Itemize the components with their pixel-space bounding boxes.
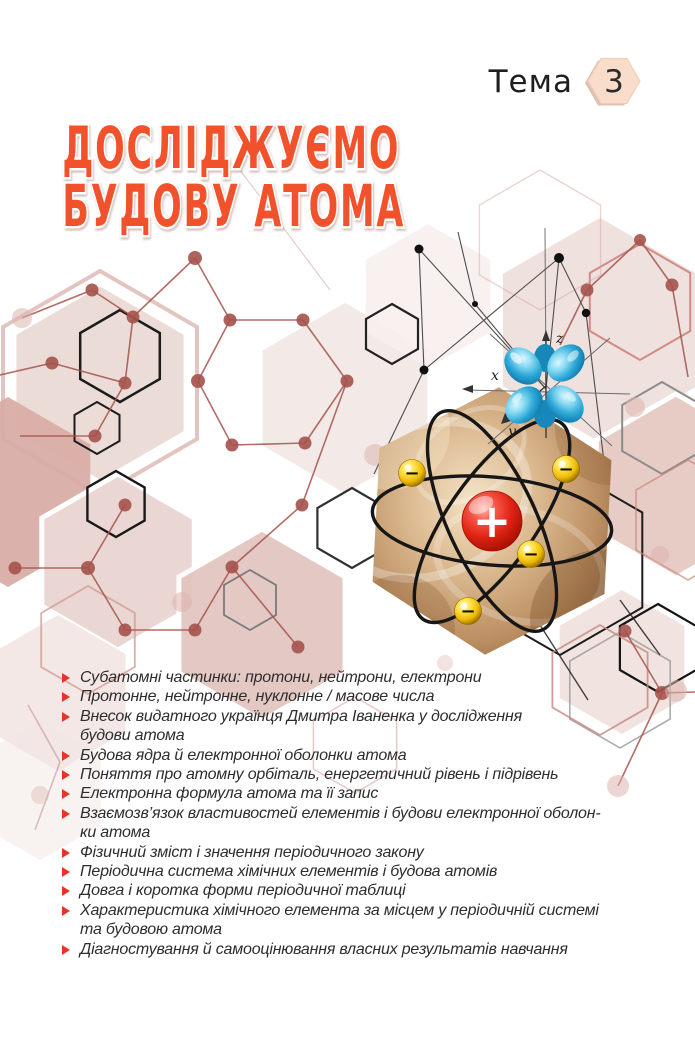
topic-text [80, 881, 405, 900]
topic-item [62, 862, 658, 881]
topic-line: Характеристика хімічного елемента за місцем у періодичній системі [80, 901, 599, 919]
electron [518, 541, 545, 568]
bullet-triangle-icon [62, 809, 70, 819]
bullet-triangle-icon [62, 789, 70, 799]
title-line2: БУДОВУ АТОМА [62, 173, 406, 241]
topic-item [62, 804, 658, 843]
topic-item [62, 746, 658, 765]
electron [553, 456, 580, 483]
topic-text [80, 746, 407, 765]
topic-text [80, 687, 434, 706]
topic-item [62, 901, 658, 940]
nucleus [462, 491, 522, 551]
electron [399, 460, 426, 487]
topic-text [80, 668, 481, 687]
theme-header [489, 54, 645, 110]
topic-line: Фізичний зміст і значення періодичного закону [80, 843, 424, 861]
topic-line: Електронна формула атома та її запис [80, 785, 379, 803]
topic-line: Довга і коротка форми періодичної таблиці [80, 882, 406, 900]
topics-list [62, 668, 658, 959]
topic-item [62, 687, 658, 706]
topic-text [80, 804, 600, 843]
bullet-triangle-icon [62, 692, 70, 702]
topic-text [80, 843, 424, 862]
topic-text [80, 765, 558, 784]
topic-line: Поняття про атомну орбіталь, енергетичний рівень і підрівень [80, 766, 559, 784]
topic-text [80, 862, 497, 881]
y-axis-label: y [508, 424, 516, 440]
chapter-title [60, 122, 540, 242]
bullet-triangle-icon [62, 712, 70, 722]
electron-minus: − [460, 601, 476, 622]
bullet-triangle-icon [62, 751, 70, 761]
electron [455, 598, 482, 625]
bullet-triangle-icon [62, 673, 70, 683]
title-line1: ДОСЛІДЖУЄМО [62, 122, 401, 183]
x-axis-label: x [491, 368, 499, 384]
electron-minus: − [523, 544, 539, 565]
topic-line: Взаємозв’язок властивостей елементів і будови електронної оболон- [80, 804, 601, 822]
topic-text [80, 784, 378, 803]
topic-line: та будовою атома [80, 921, 222, 939]
topic-item [62, 940, 658, 959]
topic-line: ки атома [80, 824, 151, 842]
topic-item [62, 881, 658, 900]
bullet-triangle-icon [62, 945, 70, 955]
topic-item [62, 843, 658, 862]
electron-minus: − [404, 463, 420, 484]
bullet-triangle-icon [62, 867, 70, 877]
topic-line: Протонне, нейтронне, нуклонне / масове числа [80, 688, 435, 706]
topic-line: будови атома [80, 727, 185, 745]
topic-item [62, 668, 658, 687]
z-axis-label: z [556, 331, 564, 347]
theme-label: Тема [488, 64, 573, 100]
topic-line: Субатомні частинки: протони, нейтрони, електрони [80, 669, 482, 686]
topic-item [62, 784, 658, 803]
theme-number: 3 [604, 64, 624, 100]
bullet-triangle-icon [62, 886, 70, 896]
topic-line: Періодична система хімічних елементів і будова атомів [80, 863, 498, 881]
bullet-triangle-icon [62, 848, 70, 858]
bullet-triangle-icon [62, 770, 70, 780]
topic-text [80, 901, 599, 940]
bullet-triangle-icon [62, 906, 70, 916]
nucleus-plus: + [472, 494, 512, 548]
topic-line: Внесок видатного українця Дмитра Іваненка у дослідження [80, 707, 522, 725]
topic-item [62, 707, 658, 746]
topic-text [80, 940, 568, 959]
topic-text [80, 707, 522, 746]
electron-minus: − [558, 459, 574, 480]
topic-line: Діагностування й самооцінювання власних результатів навчання [80, 940, 568, 958]
x-axis-arrow [462, 385, 473, 393]
theme-number-badge [581, 54, 645, 110]
topic-line: Будова ядра й електронної оболонки атома [80, 746, 407, 764]
topic-item [62, 765, 658, 784]
